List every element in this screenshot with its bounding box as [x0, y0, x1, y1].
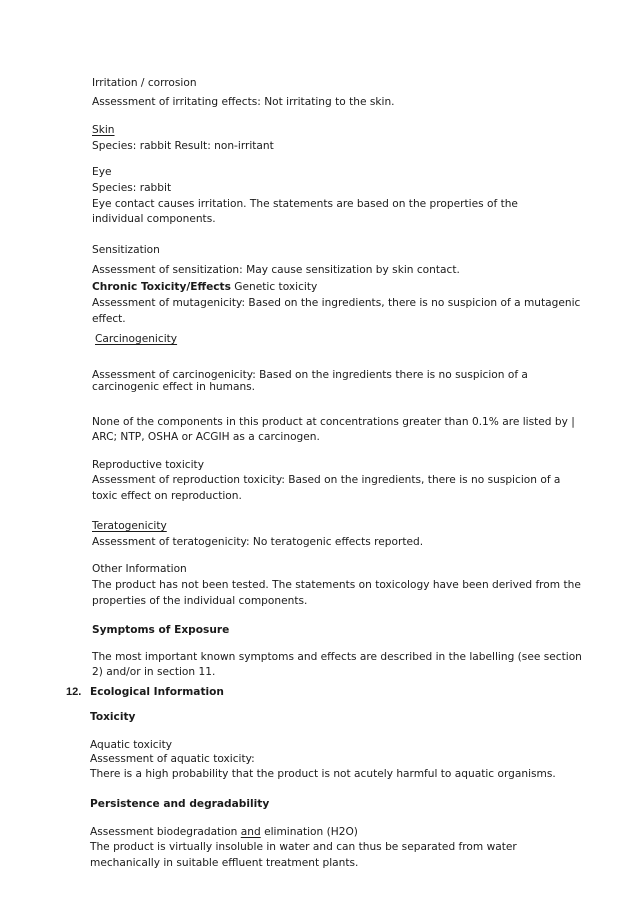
biodegradation-line-2: mechanically in suitable effluent treatment plants. [90, 857, 359, 869]
teratogenicity-heading: Teratogenicity [92, 520, 167, 532]
sensitization-heading: Sensitization [92, 244, 160, 256]
biodegradation-heading [90, 824, 358, 840]
carcinogenicity-assessment-line-2: carcinogenic effect in humans. [92, 381, 256, 393]
chronic-toxicity-heading: Chronic Toxicity/Effects [92, 281, 231, 293]
teratogenicity-assessment: Assessment of teratogenicity: No teratogenic effects reported. [92, 536, 424, 548]
reproductive-heading: Reproductive toxicity [92, 459, 204, 471]
skin-text: Species: rabbit Result: non-irritant [92, 140, 274, 152]
persistence-heading: Persistence and degradability [90, 798, 270, 810]
section-heading: Ecological Information [90, 686, 224, 698]
eye-text-line-2: individual components. [92, 213, 216, 225]
biodegradation-and: and [240, 826, 261, 838]
section-number: 12. [66, 686, 82, 698]
irritation-assessment: Assessment of irritating effects: Not irritating to the skin. [92, 96, 395, 108]
irritation-heading: Irritation / corrosion [92, 77, 197, 89]
biodegradation-post: elimination (H2O) [260, 826, 358, 838]
carcinogen-listing-line-2: ARC; NTP, OSHA or ACGIH as a carcinogen. [92, 431, 320, 443]
mutagenicity-line-2: effect. [92, 313, 126, 325]
reproductive-assessment-line-1: Assessment of reproduction toxicity: Based on the ingredients, there is no suspicion of a [92, 474, 561, 486]
carcinogen-listing-line-1: None of the components in this product at concentrations greater than 0.1% are listed by | [92, 416, 575, 428]
symptoms-line-2: 2) and/or in section 11. [92, 666, 216, 678]
chronic-toxicity-line [92, 279, 317, 295]
reproductive-assessment-line-2: toxic effect on reproduction. [92, 490, 242, 502]
aquatic-assessment-text: There is a high probability that the product is not acutely harmful to aquatic organisms. [90, 768, 556, 780]
eye-label: Eye [92, 166, 112, 178]
biodegradation-line-1: The product is virtually insoluble in water and can thus be separated from water [90, 841, 517, 853]
biodegradation-pre: Assessment biodegradation [90, 826, 241, 838]
mutagenicity-line-1: Assessment of mutagenicity: Based on the ingredients, there is no suspicion of a mutagenic [92, 297, 581, 309]
carcinogenicity-heading: Carcinogenicity [95, 333, 178, 345]
skin-label: Skin [92, 124, 115, 136]
aquatic-toxicity-label: Aquatic toxicity [90, 739, 172, 751]
genetic-toxicity-label: Genetic toxicity [230, 281, 318, 293]
symptoms-heading: Symptoms of Exposure [92, 624, 230, 636]
sensitization-assessment: Assessment of sensitization: May cause sensitization by skin contact. [92, 264, 460, 276]
symptoms-line-1: The most important known symptoms and effects are described in the labelling (see section [92, 651, 582, 663]
toxicity-heading: Toxicity [90, 711, 136, 723]
other-information-line-2: properties of the individual components. [92, 595, 308, 607]
other-information-line-1: The product has not been tested. The statements on toxicology have been derived from the [92, 579, 581, 591]
aquatic-assessment-label: Assessment of aquatic toxicity: [90, 753, 255, 765]
other-information-heading: Other Information [92, 563, 187, 575]
eye-text-line-1: Eye contact causes irritation. The statements are based on the properties of the [92, 198, 518, 210]
eye-species: Species: rabbit [92, 182, 172, 194]
carcinogenicity-assessment-line-1: Assessment of carcinogenicity: Based on the ingredients there is no suspicion of a [92, 369, 528, 381]
